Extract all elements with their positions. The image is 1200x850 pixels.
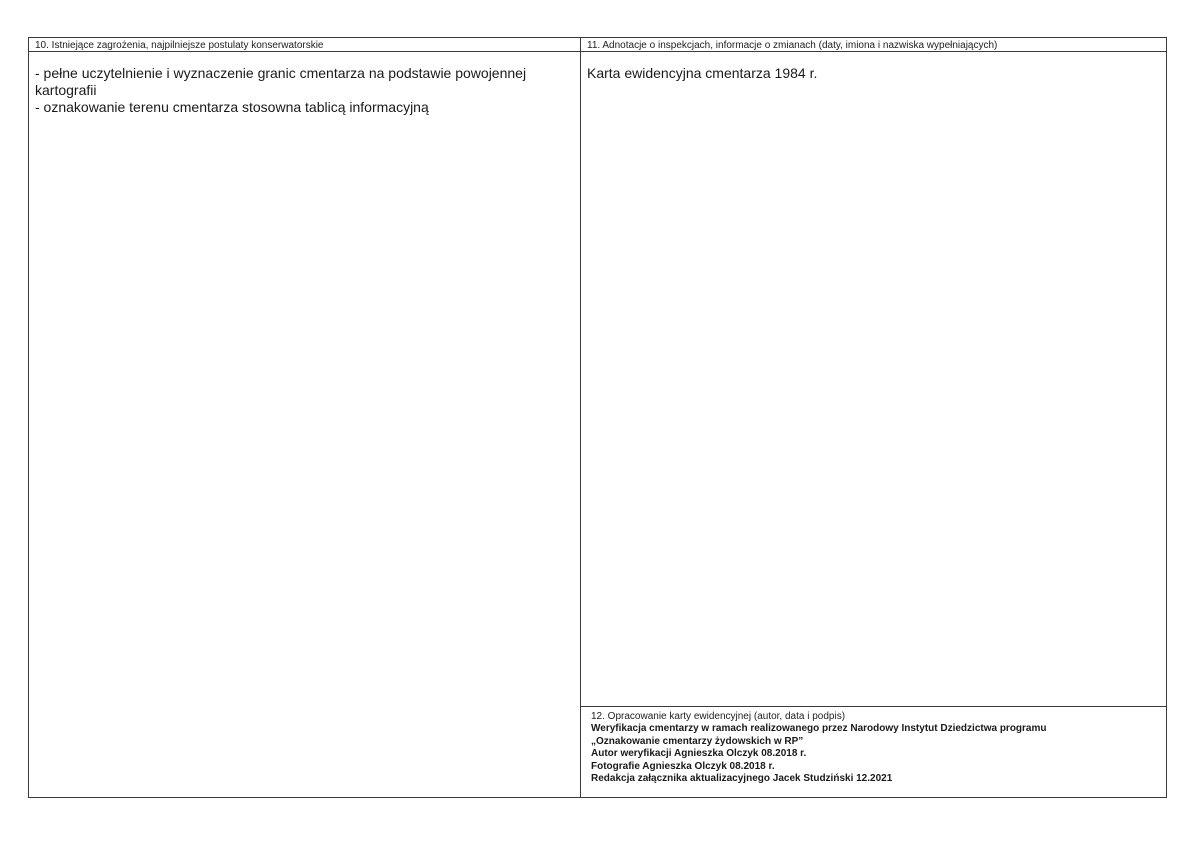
section-12-line-5: Redakcja załącznika aktualizacyjnego Jacek Studziński 12.2021 [591,773,893,784]
section-12-line-4: Fotografie Agnieszka Olczyk 08.2018 r. [591,760,775,772]
evidence-card-form [28,37,1167,798]
section-11-body [581,52,1166,82]
section-11-text: Karta ewidencyjna cmentarza 1984 r. [587,65,818,81]
section-10-threats [29,38,581,797]
section-11-annotations [581,38,1166,707]
section-12-card-preparation [581,707,1166,797]
section-12-line-1: Weryfikacja cmentarzy w ramach realizowanego przez Narodowy Instytut Dziedzictwa programu [591,723,1047,734]
right-column [581,38,1166,797]
section-10-line-1: - pełne uczytelnienie i wyznaczenie granic cmentarza na podstawie powojennej kartografii [35,65,527,98]
section-10-header: 10. Istniejące zagrożenia, najpilniejsze postulaty konserwatorskie [29,38,580,52]
section-10-body [29,52,580,116]
section-12-line-2: „Oznakowanie cmentarzy żydowskich w RP” [591,735,804,747]
section-12-line-3: Autor weryfikacji Agnieszka Olczyk 08.2018 r. [591,748,807,759]
section-12-header: 12. Opracowanie karty ewidencyjnej (autor, data i podpis) [591,711,846,722]
section-11-header: 11. Adnotacje o inspekcjach, informacje o zmianach (daty, imiona i nazwiska wypełniających) [581,38,1166,52]
section-10-line-2: - oznakowanie terenu cmentarza stosowna tablicą informacyjną [35,99,429,115]
